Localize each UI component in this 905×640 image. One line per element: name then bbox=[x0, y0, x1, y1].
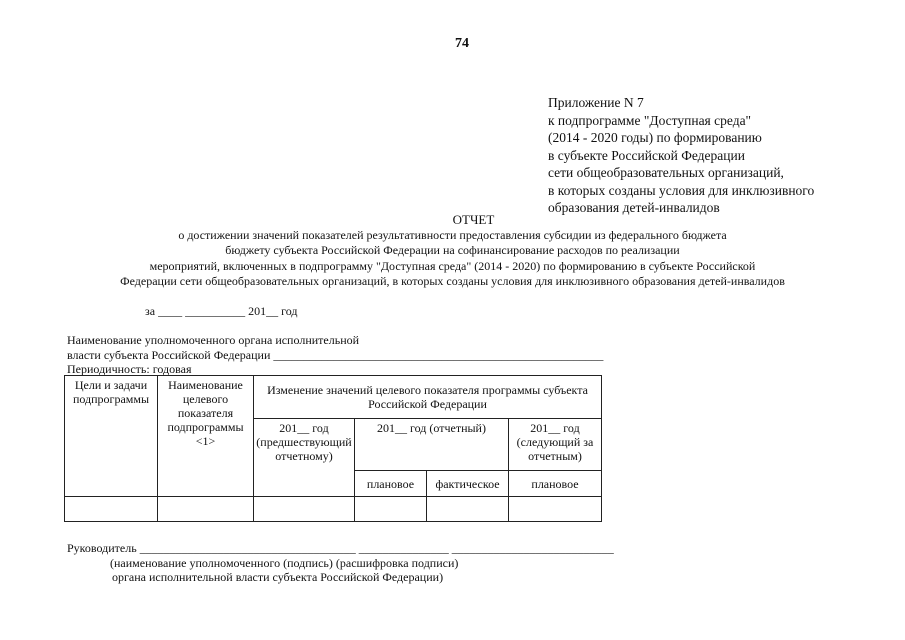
report-title: ОТЧЕТ bbox=[452, 212, 495, 227]
report-subtitle-line: бюджету субъекта Российской Федерации на софинансирование расходов по реализации bbox=[225, 243, 680, 257]
authority-block bbox=[67, 333, 603, 377]
authority-name-field: власти субъекта Российской Федерации _______________________________________________________ bbox=[67, 347, 604, 362]
header-report-year: 201__ год (отчетный) bbox=[355, 419, 509, 471]
header-indicator: Наименование целевого показателя подпрограммы <1> bbox=[158, 376, 254, 497]
header-goals: Цели и задачи подпрограммы bbox=[65, 376, 158, 497]
report-heading bbox=[0, 212, 905, 290]
table-cell-empty bbox=[355, 497, 427, 522]
report-subtitle-line: мероприятий, включенных в подпрограмму "Доступная среда" (2014 - 2020) по формированию в субъекте Российской bbox=[149, 258, 756, 273]
signature-caption: (наименование уполномоченного (подпись) (расшифровка подписи) bbox=[110, 555, 459, 570]
appendix-line: сети общеобразовательных организаций, bbox=[548, 165, 784, 180]
table-cell-empty bbox=[158, 497, 254, 522]
table-cell-empty bbox=[427, 497, 509, 522]
appendix-heading bbox=[548, 94, 814, 217]
appendix-line: (2014 - 2020 годы) по формированию bbox=[548, 130, 762, 145]
appendix-line: в субъекте Российской Федерации bbox=[548, 147, 745, 163]
periodicity-label: Периодичность: годовая bbox=[67, 362, 192, 376]
report-subtitle-line: Федерации сети общеобразовательных организаций, в которых созданы условия для инклюзивного образования детей-инвалидов bbox=[120, 274, 785, 288]
header-indicator-change: Изменение значений целевого показателя программы субъекта Российской Федерации bbox=[254, 376, 602, 419]
indicator-table bbox=[64, 375, 602, 522]
signature-block bbox=[67, 541, 614, 585]
authority-name-label: Наименование уполномоченного органа исполнительной bbox=[67, 333, 360, 347]
header-previous-year: 201__ год (предшествующий отчетному) bbox=[254, 419, 355, 497]
appendix-line: в которых созданы условия для инклюзивного bbox=[548, 182, 815, 198]
table-cell-empty bbox=[65, 497, 158, 522]
table-cell-empty bbox=[254, 497, 355, 522]
report-period-line: за ____ __________ 201__ год bbox=[145, 304, 298, 318]
report-subtitle-line: о достижении значений показателей результативности предоставления субсидии из федерального бюджета bbox=[178, 227, 727, 242]
table-cell-empty bbox=[509, 497, 602, 522]
signature-line: Руководитель ____________________________________ _______________ ___________________________ bbox=[67, 541, 614, 555]
appendix-line: к подпрограмме "Доступная среда" bbox=[548, 112, 752, 128]
appendix-line: Приложение N 7 bbox=[548, 95, 644, 110]
signature-caption-continued: органа исполнительной власти субъекта Российской Федерации) bbox=[112, 570, 444, 584]
header-planned-next: плановое bbox=[509, 471, 602, 497]
header-planned: плановое bbox=[355, 471, 427, 497]
header-next-year: 201__ год (следующий за отчетным) bbox=[509, 419, 602, 471]
appendix-line: образования детей-инвалидов bbox=[548, 200, 720, 215]
header-actual: фактическое bbox=[427, 471, 509, 497]
page-number: 74 bbox=[455, 36, 469, 51]
